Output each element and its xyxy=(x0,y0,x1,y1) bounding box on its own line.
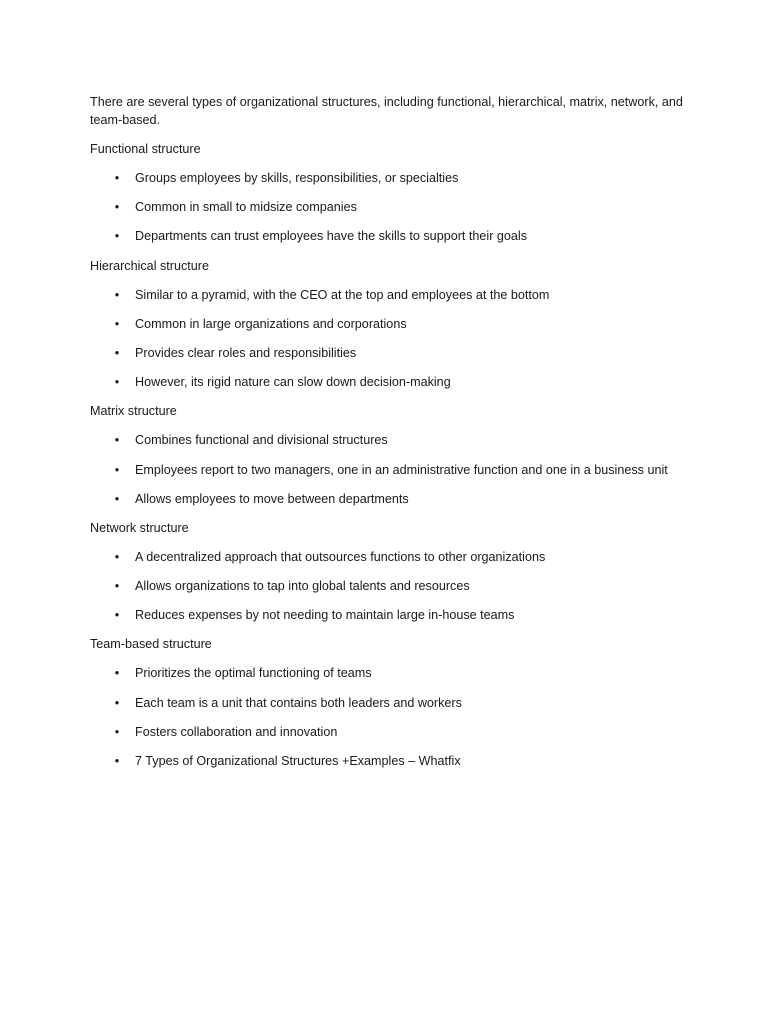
list-item xyxy=(90,723,690,741)
list-item xyxy=(90,344,690,362)
list-item xyxy=(90,548,690,566)
list-item-text: A decentralized approach that outsources functions to other organizations xyxy=(135,549,546,564)
bullet-list xyxy=(90,431,690,507)
bullet-icon: • xyxy=(114,549,120,564)
list-item xyxy=(90,752,690,770)
list-item-text: Common in large organizations and corporations xyxy=(135,316,407,331)
bullet-icon: • xyxy=(114,433,120,448)
bullet-icon: • xyxy=(114,754,120,768)
list-item-text: Departments can trust employees have the skills to support their goals xyxy=(135,229,527,244)
bullet-icon: • xyxy=(114,287,120,302)
section-heading: Team-based structure xyxy=(90,637,212,652)
list-item-text: Prioritizes the optimal functioning of teams xyxy=(135,666,372,681)
list-item-text: Common in small to midsize companies xyxy=(135,200,357,215)
list-item-text: Provides clear roles and responsibilities xyxy=(135,345,357,360)
bullet-list xyxy=(90,169,690,245)
list-item-text: Combines functional and divisional structures xyxy=(135,433,388,448)
bullet-icon: • xyxy=(114,579,120,594)
list-item-text: Fosters collaboration and innovation xyxy=(135,724,338,739)
bullet-icon: • xyxy=(114,200,120,215)
list-item xyxy=(90,577,690,595)
list-item-text: Allows employees to move between departments xyxy=(135,491,409,506)
list-item xyxy=(90,490,690,508)
list-item xyxy=(90,606,690,624)
list-item-text: Each team is a unit that contains both leaders and workers xyxy=(135,695,462,710)
list-item xyxy=(90,198,690,216)
intro-paragraph: There are several types of organizational structures, including functional, hierarchical, matrix, network, and team-based. xyxy=(90,95,683,127)
list-item-text: However, its rigid nature can slow down decision-making xyxy=(135,375,451,390)
list-item xyxy=(90,431,690,449)
bullet-list xyxy=(90,664,690,770)
bullet-icon: • xyxy=(114,316,120,331)
bullet-icon: • xyxy=(114,462,120,477)
bullet-list xyxy=(90,548,690,624)
list-item xyxy=(90,286,690,304)
document-body xyxy=(90,93,690,781)
section-heading: Network structure xyxy=(90,520,189,535)
bullet-icon: • xyxy=(114,724,120,739)
section-matrix xyxy=(90,402,690,507)
bullet-icon: • xyxy=(114,345,120,360)
section-heading: Matrix structure xyxy=(90,404,177,419)
list-item xyxy=(90,461,690,479)
bullet-icon: • xyxy=(114,491,120,506)
bullet-icon: • xyxy=(114,608,120,623)
section-functional xyxy=(90,140,690,245)
section-network xyxy=(90,519,690,624)
list-item-text: Similar to a pyramid, with the CEO at the top and employees at the bottom xyxy=(135,287,550,302)
list-item-text: Groups employees by skills, responsibilities, or specialties xyxy=(135,171,459,185)
section-team-based xyxy=(90,635,690,770)
bullet-list xyxy=(90,286,690,392)
bullet-icon: • xyxy=(114,171,120,185)
list-item xyxy=(90,227,690,245)
bullet-icon: • xyxy=(114,695,120,710)
bullet-icon: • xyxy=(114,229,120,244)
bullet-icon: • xyxy=(114,666,120,681)
bullet-icon: • xyxy=(114,375,120,390)
list-item xyxy=(90,664,690,682)
section-heading: Functional structure xyxy=(90,142,201,156)
list-item-text: Reduces expenses by not needing to maintain large in-house teams xyxy=(135,608,515,623)
section-hierarchical xyxy=(90,257,690,392)
list-item-text: Employees report to two managers, one in an administrative function and one in a business unit xyxy=(135,462,668,477)
list-item-text: Allows organizations to tap into global talents and resources xyxy=(135,579,470,594)
section-heading: Hierarchical structure xyxy=(90,258,209,273)
list-item xyxy=(90,694,690,712)
source-citation: 7 Types of Organizational Structures +Examples – Whatfix xyxy=(135,754,461,768)
list-item xyxy=(90,169,690,187)
list-item xyxy=(90,373,690,391)
list-item xyxy=(90,315,690,333)
